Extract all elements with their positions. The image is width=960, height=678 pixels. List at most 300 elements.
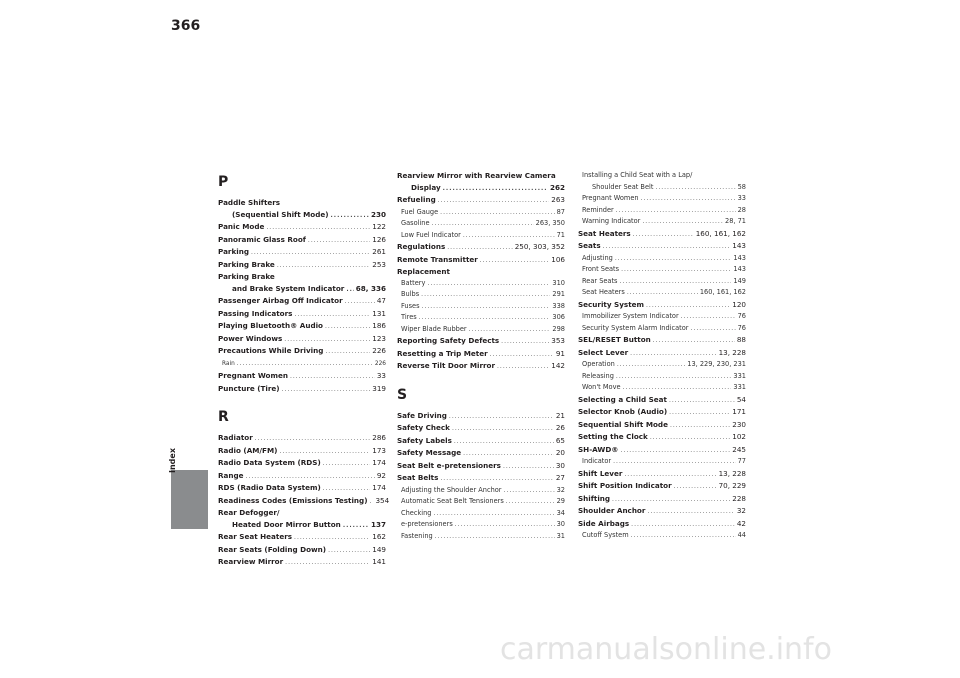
entry-page-ref: 33 [737,194,746,202]
entry-page-ref: 331 [733,383,746,391]
index-entry[interactable] [218,234,386,247]
index-subentry[interactable] [397,278,565,290]
entry-term: Shift Position Indicator [578,481,672,490]
leader-dots [369,496,373,508]
index-subentry[interactable] [397,519,565,531]
index-subentry[interactable] [578,193,746,205]
index-column-3 [578,170,746,542]
index-subentry[interactable] [578,253,746,265]
index-subentry[interactable] [397,312,565,324]
entry-page-ref: 32 [736,506,746,515]
index-entry[interactable] [218,544,386,557]
entry-page-ref: 102 [732,432,746,441]
entry-page-ref: 65 [555,435,565,445]
entry-page-ref: 44 [737,531,746,539]
index-entry[interactable] [218,333,386,346]
entry-term: Selector Knob (Audio) [578,407,668,416]
index-entry[interactable] [218,221,386,234]
entry-term: Panoramic Glass Roof [218,234,306,244]
entry-page-ref: 13, 229, 230, 231 [687,360,746,368]
entry-term: Shift Lever [578,468,623,478]
leader-dots [621,445,731,457]
index-subentry[interactable] [578,182,746,194]
entry-term: Seat Belts [397,473,439,482]
entry-term: Select Lever [578,347,629,357]
leader-dots [669,395,735,407]
leader-dots [452,423,554,435]
index-subentry[interactable] [578,382,746,394]
index-subentry[interactable] [218,358,386,371]
index-entry[interactable] [578,480,746,493]
index-entry[interactable] [578,240,746,253]
entry-term: Reporting Safety Defects [397,336,500,345]
leader-dots [422,301,551,313]
entry-page-ref: 70, 229 [718,481,746,490]
entry-page-ref: 263, 350 [535,219,565,227]
index-entry[interactable] [578,299,746,312]
leader-dots [469,324,551,336]
index-subentry[interactable] [578,264,746,276]
entry-page-ref: 87 [556,207,565,216]
index-entry[interactable] [397,254,565,267]
entry-page-ref: 160, 161, 162 [695,228,746,238]
entry-page-ref: 28 [737,205,746,214]
entry-page-ref: 143 [732,241,746,250]
entry-term: SEL/RESET Button [578,335,651,344]
entry-page-ref: 319 [372,383,386,393]
entry-term: Playing Bluetooth® Audio [218,321,323,330]
entry-page-ref: 354 [375,495,390,505]
leader-dots [497,361,549,373]
entry-term: Installing a Child Seat with a Lap/ [582,171,693,179]
watermark: carmanualsonline.info [500,632,832,667]
leader-dots [617,359,685,371]
index-subentry[interactable] [397,218,565,230]
entry-term: Shoulder Anchor [578,506,646,515]
index-subentry[interactable] [578,323,746,335]
leader-dots [503,461,554,473]
entry-term: Fuel Gauge [401,207,439,216]
entry-term: Wiper Blade Rubber [401,324,467,333]
entry-page-ref: 331 [733,371,746,380]
entry-page-ref: 13, 228 [718,468,746,478]
entry-term: Adjusting [582,253,613,262]
entry-term: Security System Alarm Indicator [582,323,689,332]
entry-term: Rear Defogger/ [218,508,280,517]
leader-dots [279,446,370,458]
leader-dots [435,531,555,543]
index-subentry[interactable] [578,216,746,228]
index-subentry[interactable] [397,508,565,520]
entry-term: Safe Driving [397,410,447,420]
index-entry[interactable] [218,457,386,470]
entry-page-ref: 88 [736,335,746,344]
index-entry[interactable] [397,460,565,473]
leader-dots [615,253,732,265]
entry-term: Radio Data System (RDS) [218,458,321,467]
entry-term: Replacement [397,267,450,276]
entry-term: Fuses [401,301,420,310]
entry-page-ref: 33 [376,371,386,380]
index-entry[interactable] [578,468,746,481]
leader-dots [443,183,548,195]
leader-dots [449,411,554,423]
entry-page-ref: 226 [374,360,386,367]
entry-term: Seat Belt e-pretensioners [397,460,501,470]
entry-term: Warning Indicator [582,217,641,225]
index-entry[interactable] [218,308,386,321]
index-entry[interactable] [397,266,565,278]
index-entry[interactable] [218,283,386,296]
entry-page-ref: 13, 228 [718,347,746,357]
entry-term: Adjusting the Shoulder Anchor [401,485,502,494]
section-tab [171,470,208,529]
index-column-1 [218,170,390,569]
entry-page-ref: 338 [552,301,565,310]
leader-dots [670,420,730,432]
entry-page-ref: 21 [555,410,565,420]
entry-page-ref: 353 [551,336,565,345]
entry-page-ref: 126 [372,234,386,244]
entry-page-ref: 120 [732,299,746,309]
entry-term: Rear Seats [582,276,618,285]
index-entry[interactable] [218,470,386,483]
leader-dots [647,506,734,518]
index-entry[interactable] [218,531,386,544]
entry-page-ref: 30 [555,460,565,470]
entry-term: Immobilizer System Indicator [582,312,679,320]
leader-dots [346,284,353,296]
entry-term: Shoulder Seat Belt [592,182,654,191]
leader-dots [613,456,735,468]
entry-page-ref: 58 [737,182,746,191]
entry-term: Shifting [578,493,611,503]
leader-dots [308,235,370,247]
index-entry[interactable] [578,347,746,360]
entry-term: Precautions While Driving [218,346,324,355]
entry-page-ref: 91 [555,348,565,358]
index-entry[interactable] [397,348,565,361]
index-entry[interactable] [397,422,565,435]
leader-dots [631,519,735,531]
leader-dots [454,436,554,448]
index-entry[interactable] [397,241,565,254]
entry-term: Passenger Airbag Off Indicator [218,296,343,305]
entry-term: Safety Message [397,448,462,457]
leader-dots [506,496,555,508]
entry-page-ref: 261 [372,247,386,256]
index-entry[interactable] [218,556,386,569]
entry-page-ref: 77 [737,457,746,465]
entry-page-ref: 34 [556,508,565,517]
index-entry[interactable] [397,447,565,460]
leader-dots [504,485,555,497]
entry-page-ref: 160, 161, 162 [699,288,746,296]
index-subentry[interactable] [578,276,746,288]
index-entry[interactable] [218,432,386,445]
entry-term: Refueling [397,195,436,204]
leader-dots [616,205,736,217]
entry-page-ref: 26 [555,423,565,432]
index-entry[interactable] [397,182,565,195]
entry-term: Radio (AM/FM) [218,445,278,455]
entry-page-ref: 173 [372,445,386,455]
index-entry[interactable] [397,335,565,348]
entry-term: Seat Heaters [578,228,631,238]
index-entry[interactable] [578,518,746,531]
index-entry[interactable] [578,394,746,407]
entry-term: Rain [222,360,235,367]
leader-dots [255,433,371,445]
index-subentry[interactable] [578,287,746,299]
leader-dots [633,229,694,241]
index-entry[interactable] [218,507,386,519]
entry-page-ref: 245 [732,444,746,454]
index-subentry[interactable] [578,359,746,371]
entry-page-ref: 123 [372,333,386,343]
index-entry[interactable] [397,410,565,423]
index-subentry[interactable] [397,230,565,242]
entry-page-ref: 286 [372,433,386,442]
index-entry[interactable] [578,431,746,444]
entry-term: Pregnant Women [582,194,639,202]
leader-dots [612,494,730,506]
page-number: 366 [171,18,201,34]
entry-term: Automatic Seat Belt Tensioners [401,497,504,505]
entry-term: Readiness Codes (Emissions Testing) [218,495,368,505]
leader-dots [691,323,736,335]
entry-term: Won't Move [582,383,621,391]
leader-dots [433,508,554,520]
index-entry[interactable] [397,435,565,448]
index-entry[interactable] [218,482,386,495]
leader-dots [323,458,371,470]
entry-page-ref: 28, 71 [725,217,746,225]
index-entry[interactable] [397,194,565,207]
index-entry[interactable] [578,228,746,241]
index-entry[interactable] [578,406,746,419]
entry-page-ref: 47 [376,296,386,305]
index-entry[interactable] [218,271,386,283]
index-subentry[interactable] [578,530,746,542]
leader-dots [290,371,375,383]
index-entry[interactable] [218,197,386,209]
index-entry[interactable] [218,495,390,508]
entry-term: Resetting a Trip Meter [397,348,488,358]
leader-dots [620,276,732,288]
index-entry[interactable] [218,295,386,308]
entry-page-ref: 298 [552,324,565,333]
entry-page-ref: 42 [736,518,746,528]
entry-page-ref: 253 [372,259,386,269]
entry-page-ref: 174 [372,483,386,492]
leader-dots [323,483,371,495]
entry-term: and Brake System Indicator [232,283,345,293]
entry-page-ref: 29 [556,497,565,505]
entry-page-ref: 142 [551,361,565,370]
entry-term: Front Seats [582,265,620,273]
entry-term: Bulbs [401,290,420,298]
index-entry[interactable] [397,170,565,182]
entry-term: Seats [578,241,601,250]
entry-page-ref: 137 [370,519,386,529]
leader-dots [674,481,717,493]
entry-page-ref: 230 [732,419,746,429]
index-entry[interactable] [578,419,746,432]
entry-page-ref: 32 [556,485,565,494]
index-subentry[interactable] [578,205,746,217]
entry-term: Rearview Mirror with Rearview Camera [397,171,556,180]
entry-page-ref: 92 [376,470,386,480]
index-entry[interactable] [218,320,386,333]
entry-page-ref: 174 [372,458,386,467]
index-entry[interactable] [218,445,386,458]
leader-dots [438,195,550,207]
entry-term: Operation [582,360,615,368]
leader-dots [325,321,370,333]
leader-dots [266,222,370,234]
entry-page-ref: 68, 336 [355,283,386,293]
index-entry[interactable] [218,519,386,532]
entry-term: Radiator [218,433,253,442]
entry-term: Heated Door Mirror Button [232,519,341,529]
index-entry[interactable] [218,383,386,396]
index-entry[interactable] [218,259,386,272]
leader-dots [284,334,370,346]
entry-page-ref: 262 [549,182,565,192]
leader-dots [277,260,370,272]
entry-page-ref: 250, 303, 352 [514,242,565,251]
index-subentry[interactable] [578,456,746,468]
index-entry[interactable] [397,360,565,373]
leader-dots [641,193,736,205]
entry-page-ref: 141 [372,557,386,566]
entry-term: Low Fuel Indicator [401,230,461,239]
section-tab-label: Index [168,448,177,473]
index-subentry[interactable] [397,531,565,543]
entry-term: Gasoline [401,219,430,227]
entry-term: Pregnant Women [218,371,288,380]
leader-dots [325,346,370,358]
entry-term: Seat Heaters [582,288,625,296]
entry-term: Parking Brake [218,259,275,269]
index-subentry[interactable] [578,311,746,323]
leader-dots [237,358,373,370]
entry-term: Display [411,182,441,192]
entry-term: Checking [401,508,432,517]
entry-term: Selecting a Child Seat [578,394,667,404]
leader-dots [427,278,550,290]
entry-term: Setting the Clock [578,432,648,441]
leader-dots [630,348,716,360]
index-subentry[interactable] [578,371,746,383]
entry-term: Battery [401,278,426,287]
index-entry[interactable] [578,334,746,347]
entry-term: Range [218,470,244,480]
entry-term: Reminder [582,205,614,214]
entry-page-ref: 230 [370,209,386,219]
entry-page-ref: 31 [556,531,565,540]
entry-page-ref: 226 [372,346,386,355]
leader-dots [285,557,370,569]
entry-term: Releasing [582,371,614,380]
index-letter-heading: S [397,386,408,403]
entry-page-ref: 228 [732,493,746,503]
leader-dots [419,312,551,324]
leader-dots [616,371,732,383]
entry-page-ref: 122 [372,222,386,231]
entry-term: Cutoff System [582,531,629,539]
entry-page-ref: 143 [733,253,746,262]
index-entry[interactable] [218,345,386,358]
index-subentry[interactable] [397,485,565,497]
index-subentry[interactable] [397,289,565,301]
leader-dots [440,207,554,219]
leader-dots [331,210,369,222]
index-entry[interactable] [578,505,746,518]
entry-term: Passing Indicators [218,308,293,318]
index-letter-heading: R [218,409,229,425]
entry-term: Sequential Shift Mode [578,419,668,429]
entry-term: SH-AWD® [578,444,619,454]
index-column-2 [397,170,565,542]
leader-dots [294,532,370,544]
entry-term: Tires [401,313,417,321]
entry-page-ref: 306 [552,313,565,321]
leader-dots [624,469,716,481]
entry-term: Security System [578,299,645,309]
index-entry[interactable] [578,493,746,506]
entry-page-ref: 149 [733,276,746,285]
index-entry[interactable] [218,246,386,259]
leader-dots [343,520,369,532]
index-entry[interactable] [218,370,386,383]
entry-page-ref: 310 [552,278,565,287]
entry-term: Safety Check [397,423,450,432]
index-subentry[interactable] [397,324,565,336]
entry-term: Power Windows [218,333,283,343]
leader-dots [328,545,370,557]
index-entry[interactable] [578,444,746,457]
index-subentry[interactable] [397,301,565,313]
leader-dots [447,242,512,254]
entry-page-ref: 54 [736,394,746,404]
leader-dots [432,218,534,230]
leader-dots [669,407,730,419]
leader-dots [623,382,732,394]
leader-dots [463,448,554,460]
index-entry[interactable] [397,472,565,485]
entry-page-ref: 291 [552,290,565,298]
leader-dots [650,432,730,444]
entry-term: Parking Brake [218,272,275,281]
index-subentry[interactable] [397,496,565,508]
leader-dots [653,335,735,347]
leader-dots [642,216,723,228]
entry-term: Safety Labels [397,435,452,445]
entry-page-ref: 186 [372,321,386,330]
index-subentry[interactable] [578,170,746,182]
entry-page-ref: 106 [551,254,565,264]
leader-dots [501,336,549,348]
entry-page-ref: 263 [551,195,565,204]
index-entry[interactable] [218,209,386,222]
leader-dots [455,519,555,531]
entry-term: Indicator [582,457,612,465]
entry-page-ref: 20 [555,448,565,457]
leader-dots [681,311,736,323]
index-subentry[interactable] [397,207,565,219]
